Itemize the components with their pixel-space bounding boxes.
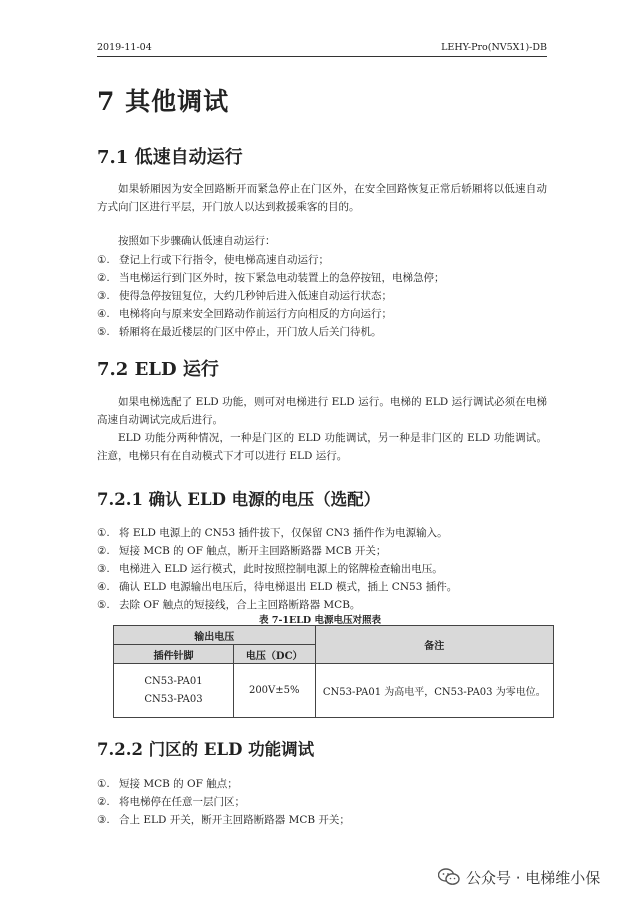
- list-item: [97, 812, 557, 827]
- list-text: 使得急停按钮复位，大约几秒钟后进入低速自动运行状态；: [119, 290, 392, 302]
- pin-1: CN53-PA01: [144, 675, 203, 687]
- list-number: ③.: [97, 290, 110, 302]
- list-number: ④.: [97, 581, 110, 593]
- header-voltage: 电压（DC）: [233, 645, 315, 664]
- section-7-2-2-title: 7.2.2 门区的 ELD 功能调试: [97, 740, 315, 759]
- watermark-text: 公众号 · 电梯维小保: [466, 869, 601, 887]
- section-7-2-paragraph-2: ELD 功能分两种情况，一种是门区的 ELD 功能调试，另一种是非门区的 ELD 功能调试。注意，电梯只有在自动模式下才可以进行 ELD 运行。: [97, 432, 547, 462]
- voltage-table: [113, 625, 554, 718]
- list-text: 合上 ELD 开关，断开主回路断路器 MCB 开关；: [119, 814, 350, 826]
- list-item: [97, 794, 557, 809]
- list-item: [97, 306, 557, 321]
- list-number: ②.: [97, 272, 110, 284]
- list-number: ③.: [97, 563, 110, 575]
- list-text: 当电梯运行到门区外时，按下紧急电动装置上的急停按钮，电梯急停；: [119, 272, 445, 284]
- section-7-1-title: 7.1 低速自动运行: [97, 147, 243, 168]
- list-item: [97, 543, 557, 558]
- header-model: LEHY-Pro(NV5X1)-DB: [441, 42, 547, 53]
- list-text: 短接 MCB 的 OF 触点；: [119, 778, 238, 790]
- list-item: [97, 561, 557, 576]
- list-item: [97, 270, 557, 285]
- list-item: [97, 525, 557, 540]
- list-number: ①.: [97, 778, 110, 790]
- section-7-1-paragraph-2: 按照如下步骤确认低速自动运行：: [118, 235, 276, 247]
- list-number: ②.: [97, 796, 110, 808]
- wechat-icon: [438, 868, 460, 890]
- list-number: ①.: [97, 254, 110, 266]
- section-7-2-title: 7.2 ELD 运行: [97, 359, 219, 380]
- list-number: ⑤.: [97, 326, 110, 338]
- table-cell-pins: [114, 664, 234, 718]
- pin-2: CN53-PA03: [144, 693, 203, 705]
- table-caption: 表 7-1ELD 电源电压对照表: [259, 615, 381, 626]
- header-pin: 插件针脚: [114, 645, 234, 664]
- list-text: 去除 OF 触点的短接线，合上主回路断路器 MCB。: [119, 599, 361, 611]
- list-item: [97, 579, 557, 594]
- list-item: [97, 776, 557, 791]
- section-7-2-1-title: 7.2.1 确认 ELD 电源的电压（选配）: [97, 490, 381, 509]
- page-header: [97, 40, 547, 57]
- list-text: 确认 ELD 电源输出电压后，待电梯退出 ELD 模式，插上 CN53 插件。: [119, 581, 458, 593]
- list-text: 电梯进入 ELD 运行模式，此时按照控制电源上的铭牌检查输出电压。: [119, 563, 443, 575]
- list-text: 登记上行或下行指令，使电梯高速自动运行；: [119, 254, 329, 266]
- watermark: [438, 867, 600, 890]
- list-number: ④.: [97, 308, 110, 320]
- list-text: 将 ELD 电源上的 CN53 插件拔下，仅保留 CN3 插件作为电源输入。: [119, 527, 448, 539]
- list-text: 电梯将向与原来安全回路动作前运行方向相反的方向运行；: [119, 308, 392, 320]
- list-item: [97, 324, 557, 339]
- table-cell-note: CN53-PA01 为高电平，CN53-PA03 为零电位。: [315, 664, 553, 718]
- section-7-2-paragraph-1: 如果电梯选配了 ELD 功能，则可对电梯进行 ELD 运行。电梯的 ELD 运行调试必须在电梯高速自动调试完成后进行。: [97, 396, 547, 426]
- list-item: [97, 288, 557, 303]
- list-item: [97, 597, 557, 612]
- list-item: [97, 252, 557, 267]
- list-text: 短接 MCB 的 OF 触点，断开主回路断路器 MCB 开关；: [119, 545, 387, 557]
- table-cell-voltage: 200V±5%: [233, 664, 315, 718]
- section-7-1-paragraph-1: 如果轿厢因为安全回路断开而紧急停止在门区外，在安全回路恢复正常后轿厢将以低速自动方式向门区进行平层，开门放人以达到救援乘客的目的。: [97, 183, 547, 213]
- list-text: 将电梯停在任意一层门区；: [119, 796, 245, 808]
- list-number: ⑤.: [97, 599, 110, 611]
- list-text: 轿厢将在最近楼层的门区中停止，开门放人后关门待机。: [119, 326, 382, 338]
- header-output-voltage: 输出电压: [114, 626, 316, 645]
- header-note: 备注: [315, 626, 553, 664]
- list-number: ③.: [97, 814, 110, 826]
- list-number: ①.: [97, 527, 110, 539]
- list-number: ②.: [97, 545, 110, 557]
- chapter-title: 7 其他调试: [97, 87, 230, 116]
- header-date: 2019-11-04: [97, 42, 152, 53]
